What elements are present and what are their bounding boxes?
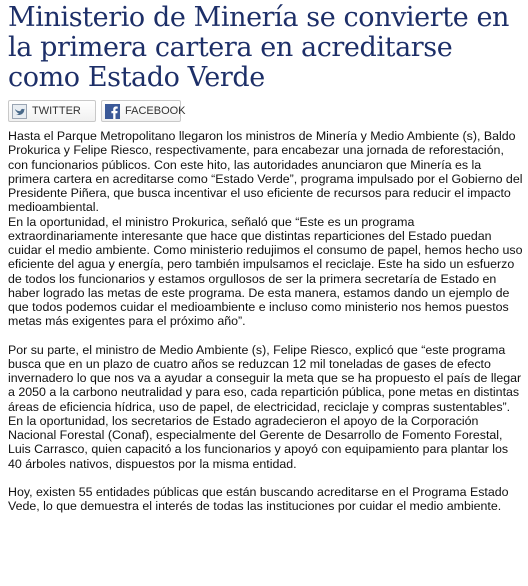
twitter-share-button[interactable] bbox=[8, 100, 96, 122]
article-paragraph: En la oportunidad, los secretarios de Estado agradecieron el apoyo de la Corporación Nacional Forestal (Conaf), especialmente del Gerente de Desarrollo de Fomento Forestal, Luis Carrasco, quien capacitó a los funcionarios y apoyó con equipamiento para plantar los 40 árboles nativos, dispuestos por la misma entidad. bbox=[8, 413, 509, 471]
paragraph-spacer bbox=[8, 471, 524, 485]
article-title: Ministerio de Minería se convierte en la primera cartera en acreditarse como Estado Verde bbox=[8, 2, 510, 93]
facebook-icon bbox=[105, 104, 120, 119]
share-bar bbox=[8, 100, 524, 124]
article bbox=[8, 0, 524, 513]
article-body bbox=[8, 129, 524, 513]
paragraph-spacer bbox=[8, 329, 524, 343]
twitter-label: TWITTER bbox=[32, 105, 81, 117]
article-paragraph: En la oportunidad, el ministro Prokurica, señaló que “Este es un programa extraordinariamente interesante que hace que distintas reparticiones del Estado puedan cuidar el medio ambiente. Como ministerio redujimos el consumo de papel, hemos hecho uso eficiente del agua y energía, pero también impulsamos el reciclaje. Este ha sido un esfuerzo de todos los funcionarios y estamos orgullosos de ser la primera secretaría de Estado en haber logrado las metas de este programa. De esta manera, estamos dando un ejemplo de que todos podemos cuidar el medioambiente e incluso como ministerio nos hemos puestos metas más exigentes para el próximo año”. bbox=[8, 214, 523, 329]
article-paragraph: Hoy, existen 55 entidades públicas que están buscando acreditarse en el Programa Estado Vede, lo que demuestra el interés de todas las instituciones por cuidar el medio ambiente. bbox=[8, 484, 509, 513]
facebook-share-button[interactable] bbox=[101, 100, 186, 122]
article-paragraph: Hasta el Parque Metropolitano llegaron los ministros de Minería y Medio Ambiente (s), Baldo Prokurica y Felipe Riesco, respectivamente, para encabezar una jornada de reforestación, con funcionarios públicos. Con este hito, las autoridades anunciaron que Minería es la primera cartera en acreditarse como “Estado Verde”, programa impulsado por el Gobierno del Presidente Piñera, que busca incentivar el uso eficiente de recursos para reducir el impacto medioambiental. bbox=[8, 129, 523, 215]
article-paragraph: Por su parte, el ministro de Medio Ambiente (s), Felipe Riesco, explicó que “este programa busca que en un plazo de cuatro años se reduzcan 12 mil toneladas de gases de efecto invernadero lo que nos va a ayudar a conseguir la meta que se ha propuesto el país de llegar a 2050 a la carbono neutralidad y para eso, cada repartición pública, pone metas en distintas áreas de eficiencia hídrica, uso de papel, de electricidad, reciclaje y compras sustentables”. bbox=[8, 342, 522, 414]
facebook-label: FACEBOOK bbox=[125, 105, 186, 117]
twitter-icon bbox=[12, 104, 27, 119]
